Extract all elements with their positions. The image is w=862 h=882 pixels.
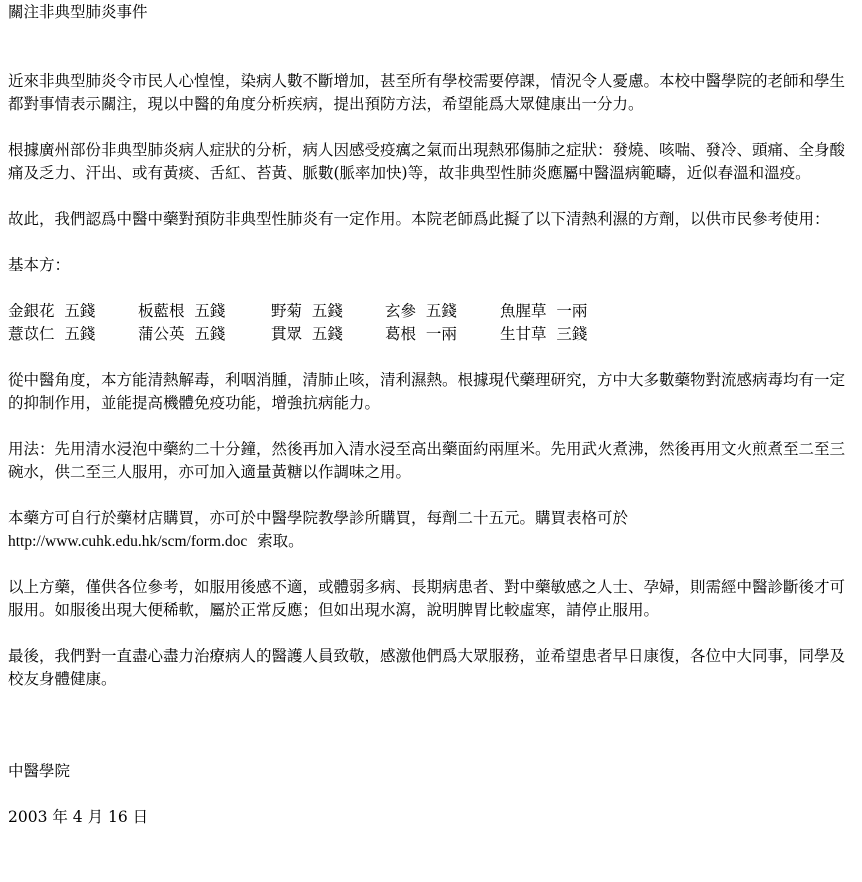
caution-paragraph: 以上方藥，僅供各位參考，如服用後感不適，或體弱多病、長期病患者、對中藥敏感之人士、孕婦，則需經中醫診斷後才可服用。如服後出現大便稀軟，屬於正常反應；但如出現水瀉，說明脾胃比較虛寒，請停止服用。 (8, 578, 846, 619)
herb-item: 魚腥草 一兩 (500, 302, 588, 320)
spacer (8, 691, 854, 760)
usage-paragraph: 用法：先用清水浸泡中藥約二十分鐘，然後再加入清水浸至高出藥面約兩厘米。先用武火煮沸，然後再用文火煎煮至二至三碗水，供二至三人服用，亦可加入適量黃糖以作調味之用。 (8, 440, 846, 481)
herb-item: 玄參 五錢 (385, 302, 457, 320)
herb-item: 貫眾 五錢 (271, 325, 343, 343)
spacer (8, 484, 854, 507)
effect-paragraph: 從中醫角度，本方能清熱解毒，利咽消腫，清肺止咳，清利濕熱。根據現代藥理研究，方中大多數藥物對流感病毒均有一定的抑制作用，並能提高機體免疫功能，增強抗病能力。 (8, 371, 846, 412)
basic-formula-heading: 基本方： (8, 256, 71, 274)
spacer (8, 783, 854, 806)
herb-item: 板藍根 五錢 (138, 302, 226, 320)
spacer (8, 185, 854, 208)
spacer (8, 622, 854, 645)
spacer (8, 346, 854, 369)
herb-item: 野菊 五錢 (271, 302, 343, 320)
purchase-paragraph (8, 507, 854, 553)
analysis-paragraph: 根據廣州部份非典型肺炎病人症狀的分析，病人因感受疫癘之氣而出現熱邪傷肺之症狀：發燒、咳喘、發冷、頭痛、全身酸痛及乏力、汗出、或有黃痰、舌紅、苔黃、脈數(脈率加快)等，故非典型性肺炎應屬中醫溫病範疇，近似春溫和溫疫。 (8, 141, 846, 182)
page-title: 關注非典型肺炎事件 (8, 3, 148, 21)
herb-item: 葛根 一兩 (385, 325, 457, 343)
signature: 中醫學院 (8, 762, 71, 780)
herb-item: 生甘草 三錢 (500, 325, 588, 343)
intro-paragraph: 近來非典型肺炎令市民人心惶惶，染病人數不斷增加，甚至所有學校需要停課，情況令人憂慮。本校中醫學院的老師和學生都對事情表示關注，現以中醫的角度分析疾病，提出預防方法，希望能爲大眾健康出一分力。 (8, 72, 846, 113)
conclusion-paragraph: 故此，我們認爲中醫中藥對預防非典型性肺炎有一定作用。本院老師爲此擬了以下清熱利濕的方劑，以供市民參考使用： (8, 210, 830, 228)
closing-paragraph: 最後，我們對一直盡心盡力治療病人的醫護人員致敬，感激他們爲大眾服務，並希望患者早日康復，各位中大同事，同學及校友身體健康。 (8, 647, 846, 688)
spacer (8, 415, 854, 438)
purchase-tail: 索取。 (247, 532, 304, 550)
spacer (8, 24, 854, 70)
purchase-text: 本藥方可自行於藥材店購買，亦可於中醫學院教學診所購買，每劑二十五元。購買表格可於 (8, 509, 629, 527)
spacer (8, 231, 854, 254)
herb-list-row-1 (8, 300, 854, 323)
herb-item: 金銀花 五錢 (8, 302, 96, 320)
form-link[interactable]: http://www.cuhk.edu.hk/scm/form.doc (8, 533, 248, 550)
document-date: 2003 年 4 月 16 日 (8, 808, 149, 826)
herb-item: 蒲公英 五錢 (138, 325, 226, 343)
herb-item: 薏苡仁 五錢 (8, 325, 96, 343)
spacer (8, 553, 854, 576)
spacer (8, 116, 854, 139)
spacer (8, 277, 854, 300)
herb-list-row-2 (8, 323, 854, 346)
